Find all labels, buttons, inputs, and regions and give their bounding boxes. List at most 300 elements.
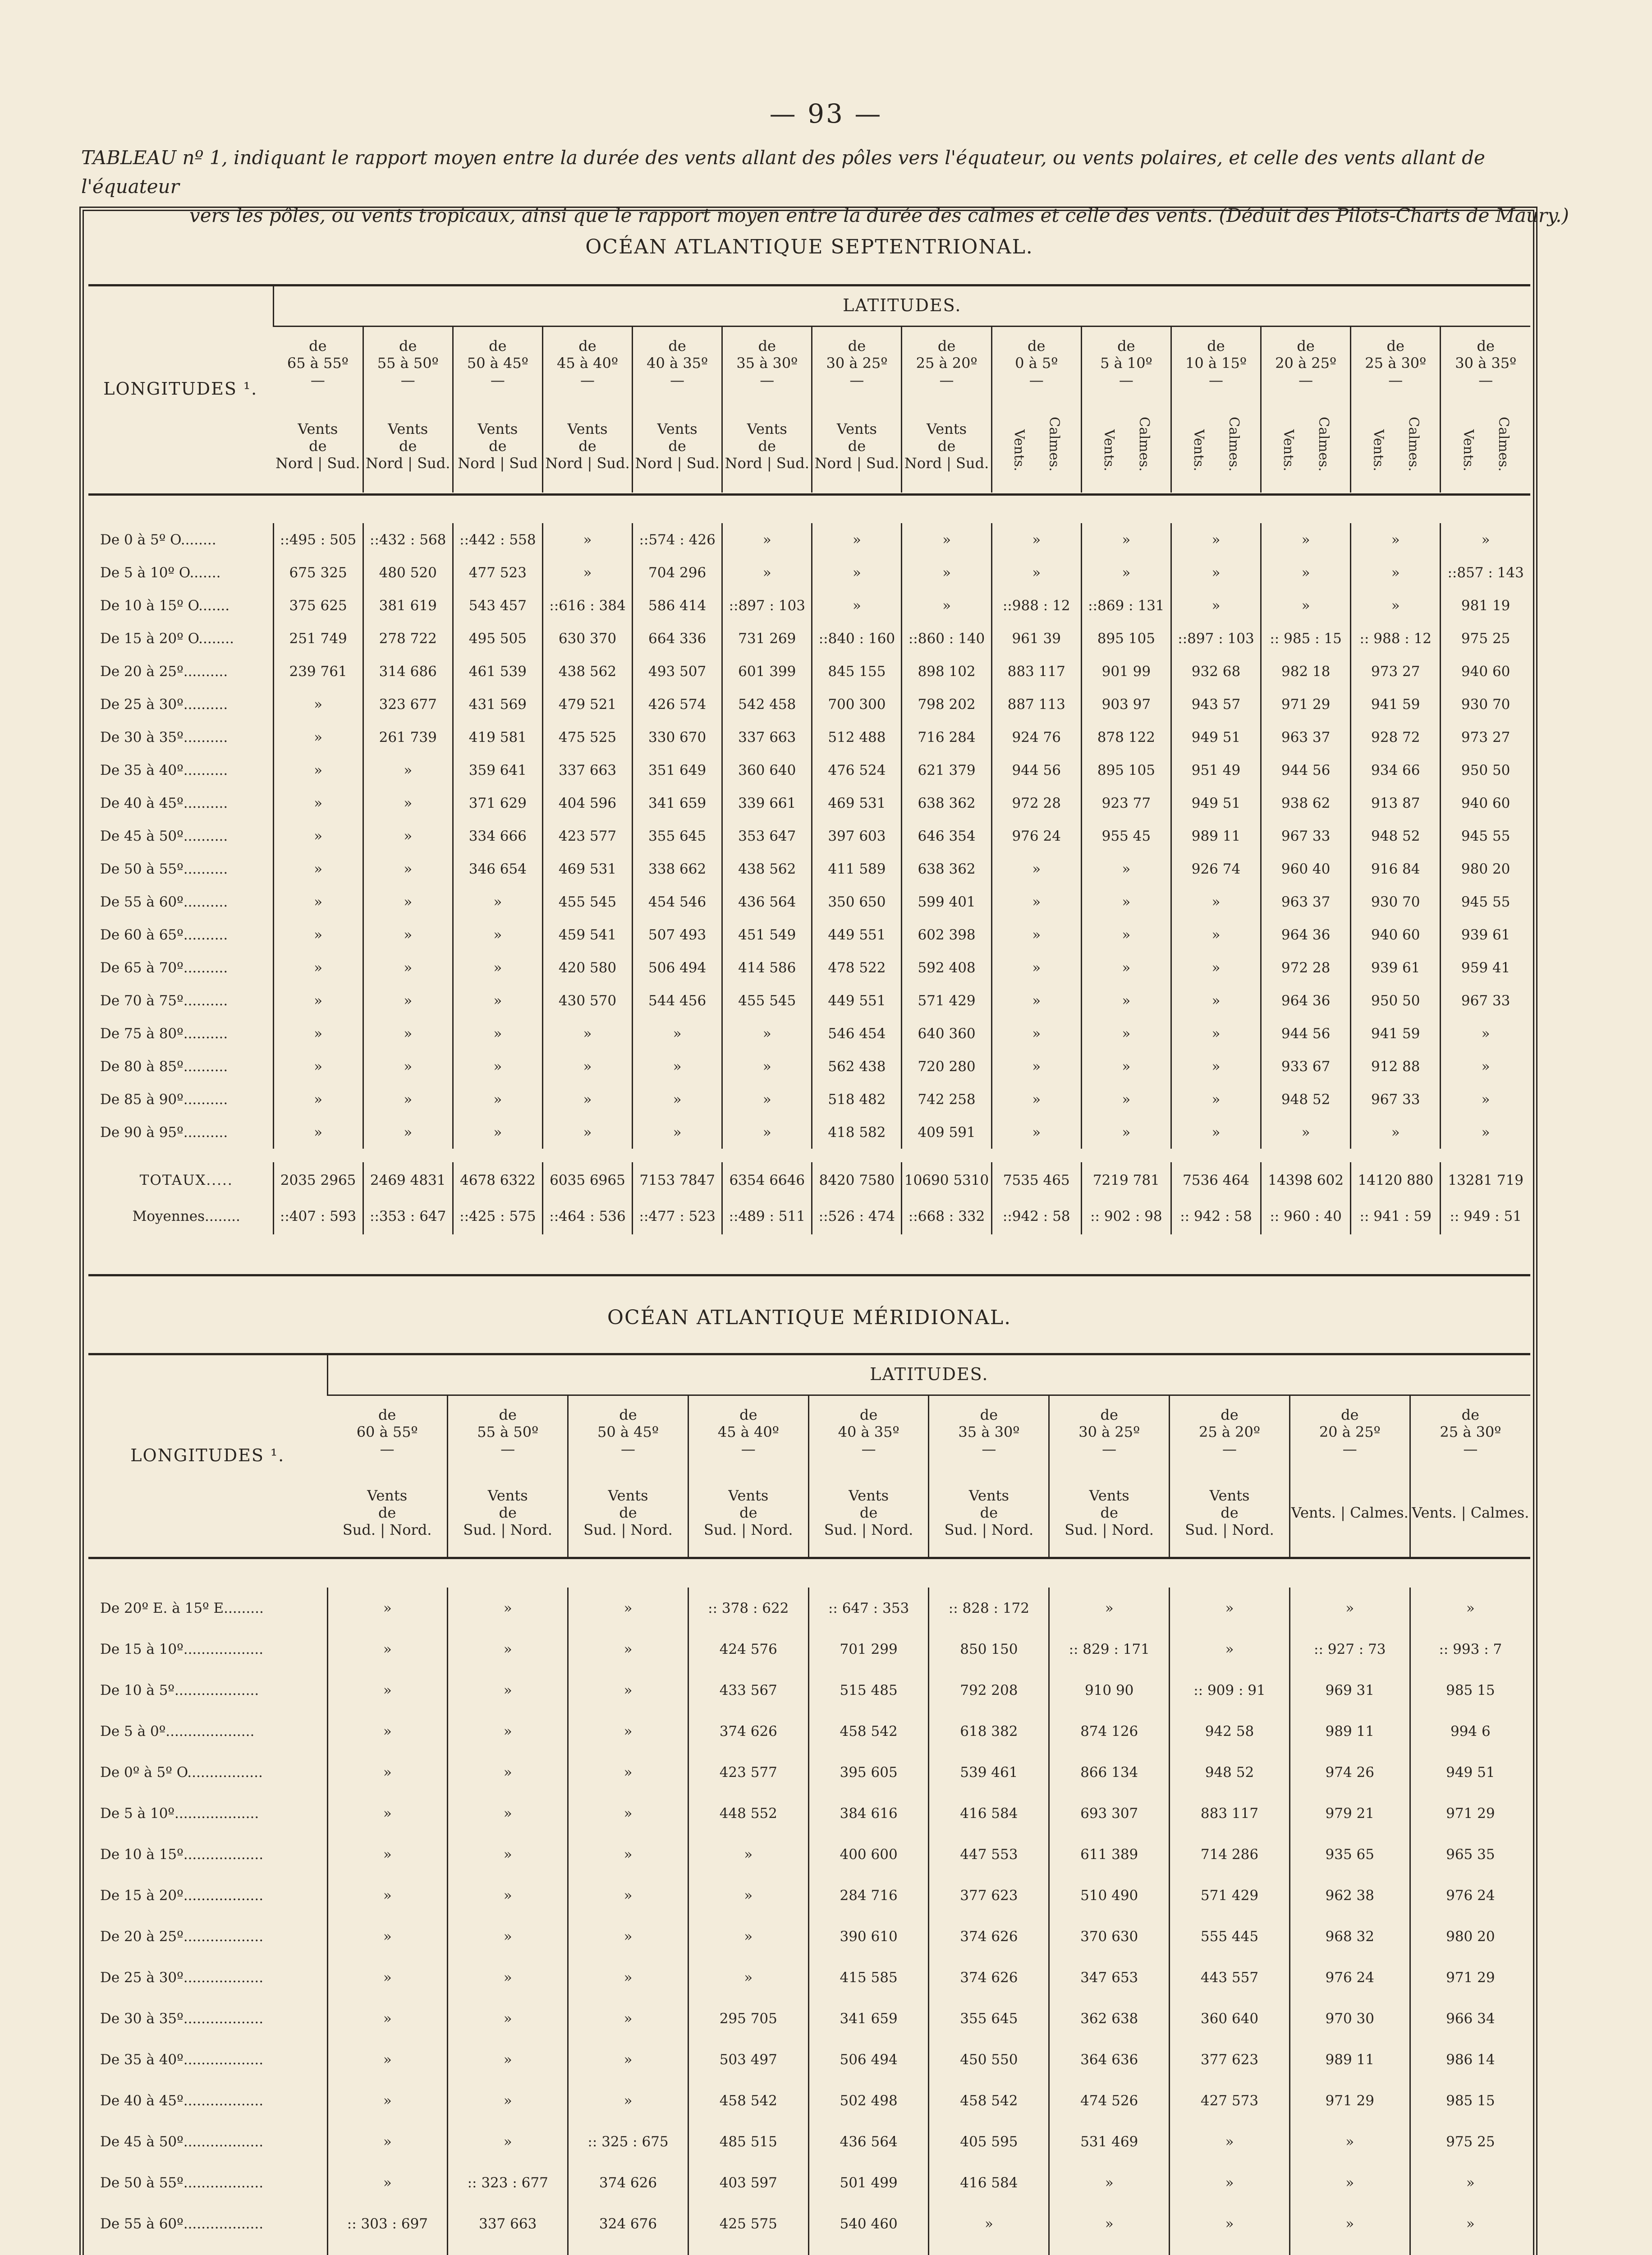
latitude-range: de 25 à 30º — <box>1410 1395 1530 1468</box>
data-cell: 377 623 <box>1170 2039 1290 2080</box>
data-cell: 599 401 <box>902 885 991 918</box>
row-longitude: De 60 à 65º.......... <box>100 926 228 943</box>
data-cell: 377 623 <box>929 1875 1049 1916</box>
data-cell: 923 77 <box>1081 787 1171 819</box>
data-cell: 251 749 <box>273 622 363 655</box>
data-cell: 948 52 <box>1261 1083 1351 1116</box>
data-cell: 938 62 <box>1261 787 1351 819</box>
data-cell <box>929 2244 1049 2255</box>
row-longitude: De 0º à 5º O................. <box>100 1764 263 1781</box>
data-cell: 423 577 <box>542 819 632 852</box>
row-longitude: De 10 à 15º.................. <box>100 1846 264 1863</box>
data-cell: » <box>542 556 632 589</box>
data-cell: 621 379 <box>902 754 991 787</box>
data-cell: :: 927 : 73 <box>1289 1629 1410 1670</box>
row-longitude: De 25 à 30º.................. <box>100 1969 264 1986</box>
data-cell: 469 531 <box>542 852 632 885</box>
data-cell: 507 493 <box>633 918 722 951</box>
data-cell: 986 14 <box>1410 2039 1530 2080</box>
data-cell: » <box>448 1916 568 1957</box>
data-cell: 458 542 <box>688 2080 808 2121</box>
data-cell: » <box>688 1875 808 1916</box>
data-cell: 951 49 <box>1171 754 1261 787</box>
mean-cell: ::489 : 511 <box>722 1198 812 1234</box>
wind-subheader: Vents de Nord | Sud. <box>542 399 632 492</box>
data-cell: » <box>453 1050 542 1083</box>
data-cell: » <box>1081 1017 1171 1050</box>
data-cell: :: 828 : 172 <box>929 1588 1049 1629</box>
data-cell: » <box>722 556 812 589</box>
data-cell: 239 761 <box>273 655 363 688</box>
data-cell: 359 641 <box>453 754 542 787</box>
data-cell: 638 362 <box>902 787 991 819</box>
data-cell: 501 499 <box>808 2162 929 2203</box>
data-cell: 338 662 <box>633 852 722 885</box>
data-cell: 943 57 <box>1171 688 1261 721</box>
data-cell: » <box>1171 1083 1261 1116</box>
data-cell: 985 15 <box>1410 1670 1530 1711</box>
data-cell: » <box>688 1916 808 1957</box>
data-cell: 933 67 <box>1261 1050 1351 1083</box>
wind-subheader: Vents. Calmes. <box>1261 399 1351 492</box>
data-cell: 926 74 <box>1171 852 1261 885</box>
data-cell: » <box>448 2039 568 2080</box>
data-cell: 874 126 <box>1049 1711 1170 1752</box>
data-cell: 972 28 <box>1261 951 1351 984</box>
data-cell: 461 539 <box>453 655 542 688</box>
total-cell: 4678 6322 <box>453 1162 542 1198</box>
wind-subheader: Vents de Sud. | Nord. <box>808 1468 929 1557</box>
table-row <box>88 688 1530 721</box>
data-cell: 944 56 <box>1261 754 1351 787</box>
data-cell: » <box>448 1670 568 1711</box>
data-cell: 601 399 <box>722 655 812 688</box>
data-cell: 314 686 <box>363 655 453 688</box>
data-cell: 976 24 <box>1410 1875 1530 1916</box>
data-cell: » <box>1289 2121 1410 2162</box>
data-cell: 939 61 <box>1441 918 1530 951</box>
data-cell: » <box>327 1752 448 1793</box>
total-cell: 6354 6646 <box>722 1162 812 1198</box>
data-cell: 955 45 <box>1081 819 1171 852</box>
data-cell: 618 382 <box>929 1711 1049 1752</box>
data-cell: » <box>273 754 363 787</box>
data-cell: 895 105 <box>1081 754 1171 787</box>
data-cell: 895 105 <box>1081 622 1171 655</box>
data-cell: » <box>448 1588 568 1629</box>
data-cell: 945 55 <box>1441 885 1530 918</box>
data-cell: 562 438 <box>812 1050 902 1083</box>
data-cell: 883 117 <box>991 655 1081 688</box>
total-cell: 2469 4831 <box>363 1162 453 1198</box>
data-cell: 949 51 <box>1171 721 1261 754</box>
mean-cell: ::668 : 332 <box>902 1198 991 1234</box>
row-longitude: De 50 à 55º.......... <box>100 861 228 877</box>
data-cell: 374 626 <box>929 1957 1049 1998</box>
south-section-title: OCÉAN ATLANTIQUE MÉRIDIONAL. <box>607 1306 1012 1329</box>
data-cell: » <box>327 2121 448 2162</box>
data-cell: 646 354 <box>902 819 991 852</box>
south-header-table <box>88 1354 1530 1557</box>
latitude-range: de 25 à 20º — <box>1170 1395 1290 1468</box>
data-cell: » <box>722 1083 812 1116</box>
row-longitude: De 20 à 25º.......... <box>100 663 228 680</box>
data-cell <box>688 2244 808 2255</box>
data-cell: » <box>991 885 1081 918</box>
data-cell: 961 39 <box>991 622 1081 655</box>
wind-subheader: Vents. Calmes. <box>1081 399 1171 492</box>
data-cell: 474 526 <box>1049 2080 1170 2121</box>
data-cell: 945 55 <box>1441 819 1530 852</box>
data-cell: 384 616 <box>808 1793 929 1834</box>
data-cell: 924 76 <box>991 721 1081 754</box>
data-cell: 476 524 <box>812 754 902 787</box>
data-cell: 941 59 <box>1351 688 1441 721</box>
data-cell: 458 542 <box>808 1711 929 1752</box>
data-cell: » <box>363 1017 453 1050</box>
data-cell: » <box>542 1050 632 1083</box>
data-cell: » <box>1289 1588 1410 1629</box>
latitude-range: de 45 à 40º — <box>688 1395 808 1468</box>
data-cell: 967 33 <box>1261 819 1351 852</box>
data-cell: 989 11 <box>1289 1711 1410 1752</box>
data-cell: 495 505 <box>453 622 542 655</box>
data-cell: » <box>991 918 1081 951</box>
data-cell: 339 661 <box>722 787 812 819</box>
data-cell: :: 323 : 677 <box>448 2162 568 2203</box>
data-cell: 972 28 <box>991 787 1081 819</box>
data-cell: 415 585 <box>808 1957 929 1998</box>
data-cell: 436 564 <box>808 2121 929 2162</box>
mean-cell: ::942 : 58 <box>991 1198 1081 1234</box>
data-cell: 866 134 <box>1049 1752 1170 1793</box>
data-cell: 969 31 <box>1289 1670 1410 1711</box>
table-row <box>88 1083 1530 1116</box>
table-row <box>88 1629 1530 1670</box>
data-cell: 477 523 <box>453 556 542 589</box>
table-row <box>88 1017 1530 1050</box>
data-cell: 964 36 <box>1261 984 1351 1017</box>
data-cell: 700 300 <box>812 688 902 721</box>
total-cell: 7535 465 <box>991 1162 1081 1198</box>
south-data-table <box>88 1588 1530 2255</box>
data-cell: :: 909 : 91 <box>1170 1670 1290 1711</box>
table-row <box>88 1998 1530 2039</box>
data-cell: » <box>1171 1116 1261 1149</box>
data-cell: 425 575 <box>688 2203 808 2244</box>
mean-cell: :: 941 : 59 <box>1351 1198 1441 1234</box>
totals-row <box>88 1162 1530 1198</box>
totals-label: TOTAUX..... <box>139 1172 233 1188</box>
data-cell: 510 490 <box>1049 1875 1170 1916</box>
data-cell <box>1410 2244 1530 2255</box>
data-cell: 941 59 <box>1351 1017 1441 1050</box>
data-cell: ::869 : 131 <box>1081 589 1171 622</box>
data-cell: » <box>991 984 1081 1017</box>
data-cell: 975 25 <box>1410 2121 1530 2162</box>
data-cell: 701 299 <box>808 1629 929 1670</box>
data-cell: 371 629 <box>453 787 542 819</box>
data-cell: 374 626 <box>568 2162 688 2203</box>
data-cell: ::432 : 568 <box>363 523 453 556</box>
data-cell: ::616 : 384 <box>542 589 632 622</box>
data-cell: :: 303 : 697 <box>327 2203 448 2244</box>
data-cell: 405 595 <box>929 2121 1049 2162</box>
data-cell: 602 398 <box>902 918 991 951</box>
data-cell: 898 102 <box>902 655 991 688</box>
data-cell: » <box>688 1834 808 1875</box>
data-cell: 362 638 <box>1049 1998 1170 2039</box>
data-cell: ::897 : 103 <box>1171 622 1261 655</box>
data-cell: » <box>722 1017 812 1050</box>
data-cell: 571 429 <box>902 984 991 1017</box>
mean-cell: ::477 : 523 <box>633 1198 722 1234</box>
data-cell: » <box>991 556 1081 589</box>
data-cell: 630 370 <box>542 622 632 655</box>
data-cell: » <box>327 1588 448 1629</box>
wind-subheader: Vents de Nord | Sud. <box>363 399 453 492</box>
data-cell: 640 360 <box>902 1017 991 1050</box>
data-cell: » <box>1081 1083 1171 1116</box>
data-cell: » <box>453 1083 542 1116</box>
data-cell: » <box>568 2039 688 2080</box>
table-row <box>88 885 1530 918</box>
data-cell: » <box>448 1793 568 1834</box>
table-row <box>88 852 1530 885</box>
data-cell: 353 647 <box>722 819 812 852</box>
data-cell: 404 596 <box>542 787 632 819</box>
table-row <box>88 1916 1530 1957</box>
table-row <box>88 2039 1530 2080</box>
latitude-range: de 25 à 20º — <box>902 327 991 400</box>
data-cell: 337 663 <box>542 754 632 787</box>
data-cell: 944 56 <box>991 754 1081 787</box>
data-cell: 571 429 <box>1170 1875 1290 1916</box>
mean-cell: ::526 : 474 <box>812 1198 902 1234</box>
data-cell: 531 469 <box>1049 2121 1170 2162</box>
wind-subheader: Vents de Nord | Sud. <box>633 399 722 492</box>
data-cell: 850 150 <box>929 1629 1049 1670</box>
north-header-table <box>88 285 1530 492</box>
data-cell: » <box>633 1050 722 1083</box>
table-row <box>88 1957 1530 1998</box>
data-cell: 423 577 <box>688 1752 808 1793</box>
data-cell: ::897 : 103 <box>722 589 812 622</box>
data-cell: 261 739 <box>363 721 453 754</box>
latitude-range: de 40 à 35º — <box>633 327 722 400</box>
data-cell: » <box>1441 523 1530 556</box>
data-cell: 346 654 <box>453 852 542 885</box>
data-cell: 979 21 <box>1289 1793 1410 1834</box>
data-cell: » <box>1170 2162 1290 2203</box>
data-cell: 928 72 <box>1351 721 1441 754</box>
data-cell: » <box>929 2203 1049 2244</box>
row-longitude: De 20º E. à 15º E......... <box>100 1600 264 1616</box>
table-row <box>88 2162 1530 2203</box>
data-cell: :: 985 : 15 <box>1261 622 1351 655</box>
data-cell: » <box>568 1957 688 1998</box>
data-cell: » <box>1081 1116 1171 1149</box>
data-cell: 455 545 <box>542 885 632 918</box>
data-cell: 478 522 <box>812 951 902 984</box>
data-cell: » <box>273 885 363 918</box>
data-cell: » <box>568 1588 688 1629</box>
data-cell: » <box>568 1834 688 1875</box>
data-cell: » <box>568 1711 688 1752</box>
data-cell: 985 15 <box>1410 2080 1530 2121</box>
latitude-range: de 5 à 10º — <box>1081 327 1171 400</box>
data-cell: 742 258 <box>902 1083 991 1116</box>
data-cell: 980 20 <box>1441 852 1530 885</box>
data-cell: 950 50 <box>1441 754 1530 787</box>
data-cell: 994 6 <box>1410 1711 1530 1752</box>
data-cell: 714 286 <box>1170 1834 1290 1875</box>
data-cell: 438 562 <box>542 655 632 688</box>
data-cell: ::860 : 140 <box>902 622 991 655</box>
data-cell: » <box>633 1116 722 1149</box>
data-cell: ::574 : 426 <box>633 523 722 556</box>
wind-subheader: Vents de Nord | Sud. <box>902 399 991 492</box>
data-cell: 416 584 <box>929 2162 1049 2203</box>
total-cell: 6035 6965 <box>542 1162 632 1198</box>
longitudes-header: LONGITUDES ¹. <box>130 1445 285 1465</box>
data-cell <box>1289 2244 1410 2255</box>
data-cell: 883 117 <box>1170 1793 1290 1834</box>
data-cell: 930 70 <box>1351 885 1441 918</box>
data-cell: » <box>363 787 453 819</box>
data-cell: 411 589 <box>812 852 902 885</box>
data-cell: :: 325 : 675 <box>568 2121 688 2162</box>
data-cell: » <box>568 2080 688 2121</box>
data-cell: » <box>1171 1050 1261 1083</box>
data-cell: 374 626 <box>929 1916 1049 1957</box>
row-longitude: De 55 à 60º.......... <box>100 893 228 910</box>
data-cell: 930 70 <box>1441 688 1530 721</box>
data-cell: » <box>1289 2162 1410 2203</box>
data-cell: » <box>1171 556 1261 589</box>
data-cell: 400 600 <box>808 1834 929 1875</box>
table-row <box>88 787 1530 819</box>
data-cell: » <box>542 1017 632 1050</box>
data-cell: 512 488 <box>812 721 902 754</box>
data-cell: » <box>633 1017 722 1050</box>
data-cell: » <box>327 1711 448 1752</box>
data-cell: 934 66 <box>1351 754 1441 787</box>
data-cell: » <box>902 523 991 556</box>
table-row <box>88 984 1530 1017</box>
row-longitude: De 85 à 90º.......... <box>100 1091 228 1108</box>
data-cell: 341 659 <box>808 1998 929 2039</box>
data-cell: 675 325 <box>273 556 363 589</box>
mean-cell: :: 960 : 40 <box>1261 1198 1351 1234</box>
data-cell: » <box>812 556 902 589</box>
data-cell: 506 494 <box>633 951 722 984</box>
wind-subheader: Vents. | Calmes. <box>1410 1468 1530 1557</box>
row-longitude: De 40 à 45º.................. <box>100 2092 264 2109</box>
data-cell <box>327 2244 448 2255</box>
data-cell: » <box>991 1116 1081 1149</box>
data-cell: » <box>1049 2162 1170 2203</box>
data-cell: » <box>902 556 991 589</box>
data-cell: 455 545 <box>722 984 812 1017</box>
data-cell: 449 551 <box>812 984 902 1017</box>
data-cell: » <box>327 2080 448 2121</box>
data-cell: 480 520 <box>363 556 453 589</box>
data-cell: » <box>363 819 453 852</box>
data-cell: 502 498 <box>808 2080 929 2121</box>
data-cell: » <box>273 1116 363 1149</box>
data-cell: 475 525 <box>542 721 632 754</box>
data-cell: 976 24 <box>1289 1957 1410 1998</box>
table-row <box>88 655 1530 688</box>
data-cell: 959 41 <box>1441 951 1530 984</box>
data-cell: :: 993 : 7 <box>1410 1629 1530 1670</box>
data-cell: 424 576 <box>688 1629 808 1670</box>
data-cell: 720 280 <box>902 1050 991 1083</box>
table-row <box>88 721 1530 754</box>
data-cell: 971 29 <box>1289 2080 1410 2121</box>
data-cell: » <box>1351 523 1441 556</box>
data-cell: » <box>327 1670 448 1711</box>
mean-cell: :: 902 : 98 <box>1081 1198 1171 1234</box>
data-cell: » <box>1441 1116 1530 1149</box>
row-longitude: De 75 à 80º.......... <box>100 1025 228 1042</box>
table-row <box>88 2080 1530 2121</box>
data-cell: » <box>448 1629 568 1670</box>
data-cell: ::442 : 558 <box>453 523 542 556</box>
wind-subheader: Vents de Sud. | Nord. <box>1049 1468 1170 1557</box>
data-cell: » <box>273 721 363 754</box>
data-cell: 416 584 <box>929 1793 1049 1834</box>
data-cell: 950 50 <box>1351 984 1441 1017</box>
row-longitude: De 10 à 15º O....... <box>100 597 230 614</box>
row-longitude: De 50 à 55º.................. <box>100 2174 264 2191</box>
data-cell: » <box>327 1916 448 1957</box>
data-cell: 940 60 <box>1441 787 1530 819</box>
wind-subheader: Vents de Nord | Sud. <box>275 420 360 472</box>
data-cell: » <box>363 1083 453 1116</box>
data-cell: 967 33 <box>1441 984 1530 1017</box>
data-cell: 913 87 <box>1351 787 1441 819</box>
table-row <box>88 1834 1530 1875</box>
latitude-range: de 20 à 25º — <box>1289 1395 1410 1468</box>
data-cell: » <box>542 1083 632 1116</box>
data-cell: 458 542 <box>929 2080 1049 2121</box>
table-row <box>88 2244 1530 2255</box>
latitude-range: de 60 à 55º — <box>356 1406 418 1458</box>
latitude-range: de 20 à 25º — <box>1261 327 1351 400</box>
data-cell: » <box>1410 1588 1530 1629</box>
data-cell: 390 610 <box>808 1916 929 1957</box>
data-cell: » <box>812 523 902 556</box>
row-longitude: De 25 à 30º.......... <box>100 696 228 713</box>
data-cell: 555 445 <box>1170 1916 1290 1957</box>
data-cell: » <box>453 951 542 984</box>
data-cell: » <box>273 852 363 885</box>
data-cell: 506 494 <box>808 2039 929 2080</box>
data-cell: » <box>1081 556 1171 589</box>
data-cell: 546 454 <box>812 1017 902 1050</box>
row-longitude: De 30 à 35º.......... <box>100 729 228 746</box>
data-cell: 949 51 <box>1171 787 1261 819</box>
data-cell: » <box>327 2039 448 2080</box>
data-cell: 370 630 <box>1049 1916 1170 1957</box>
data-cell: 912 88 <box>1351 1050 1441 1083</box>
wind-subheader: Vents de Nord | Sud <box>453 399 542 492</box>
data-cell: 350 650 <box>812 885 902 918</box>
data-cell: 968 32 <box>1289 1916 1410 1957</box>
table-row <box>88 1588 1530 1629</box>
